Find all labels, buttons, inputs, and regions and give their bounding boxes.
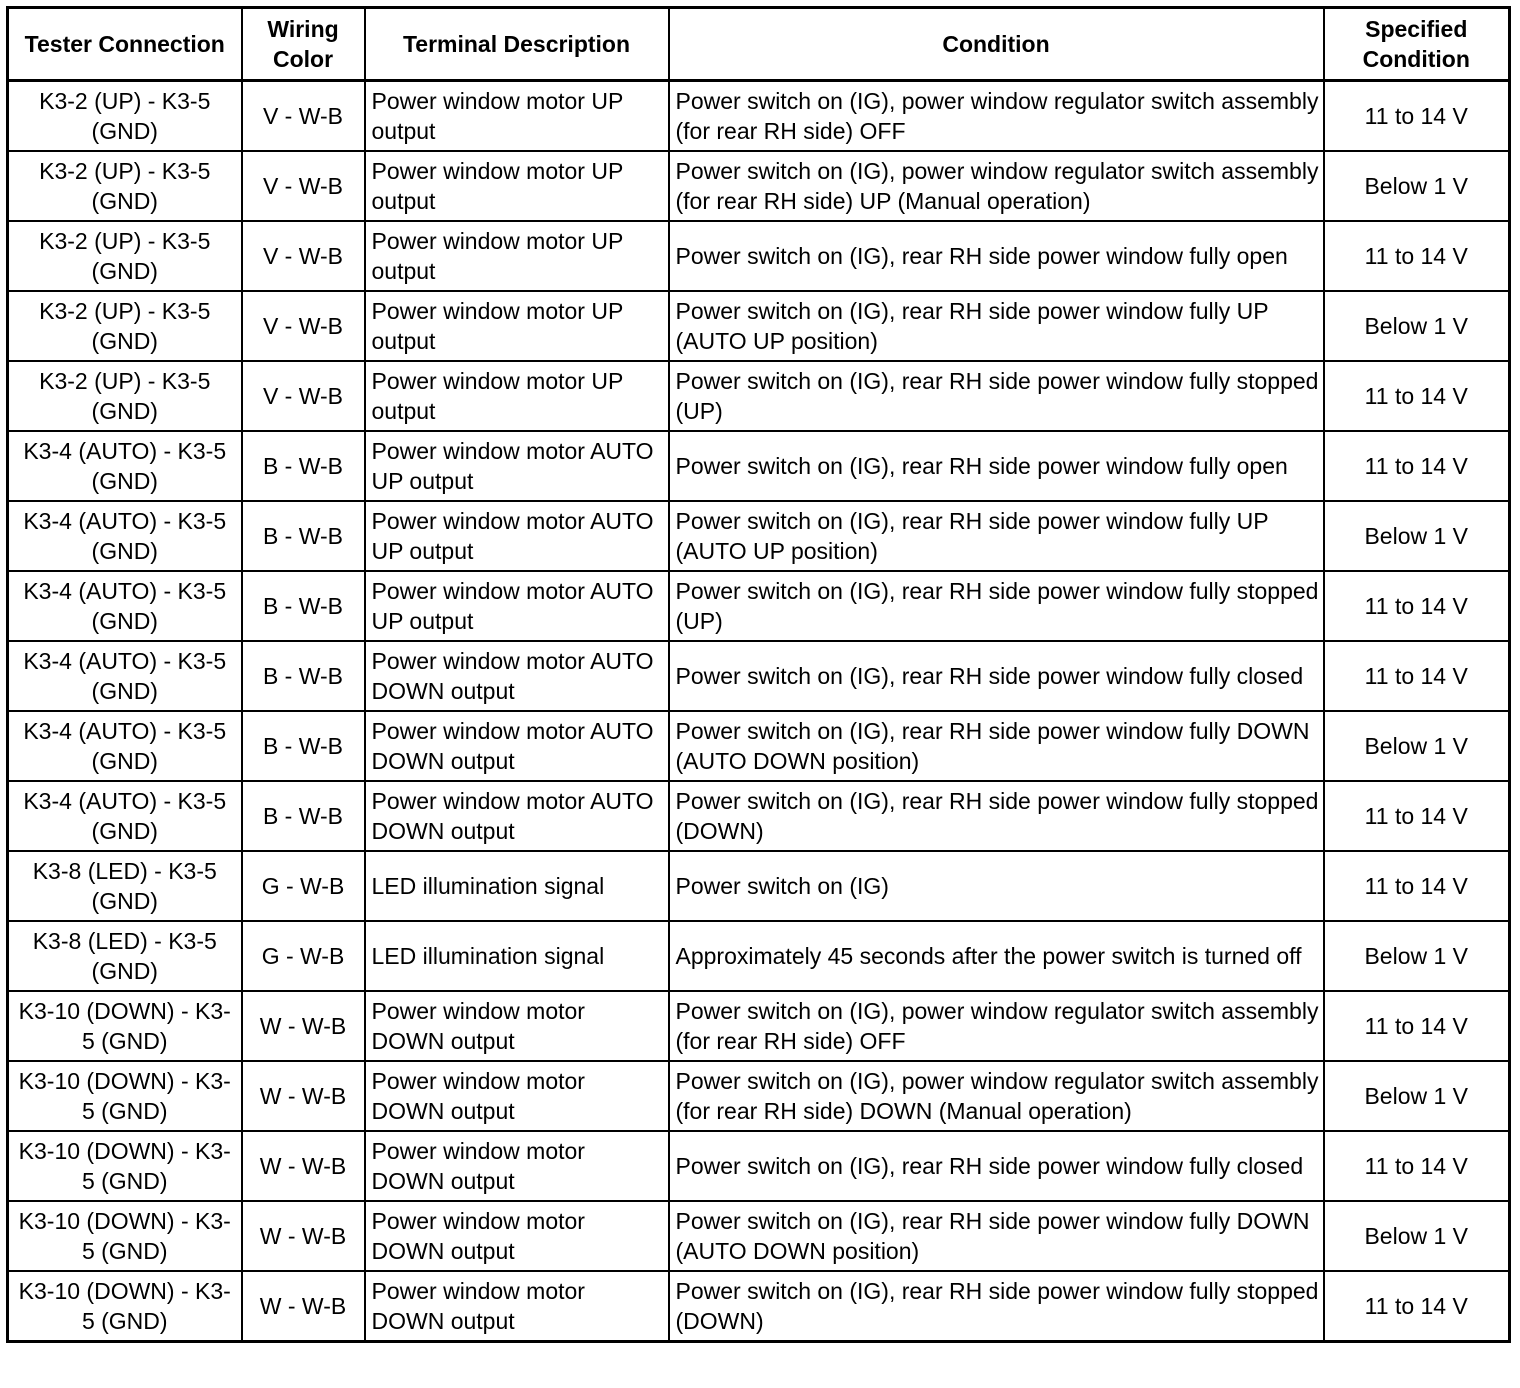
terminal-description-cell: Power window motor DOWN output [365, 1201, 669, 1271]
table-row [8, 1201, 1510, 1271]
table-row [8, 431, 1510, 501]
specified-condition-cell: Below 1 V [1324, 1061, 1510, 1131]
terminal-description-cell: Power window motor AUTO DOWN output [365, 641, 669, 711]
table-row [8, 851, 1510, 921]
condition-cell: Power switch on (IG), rear RH side power window fully closed [669, 1131, 1324, 1201]
terminal-description-cell: LED illumination signal [365, 851, 669, 921]
specified-condition-cell: Below 1 V [1324, 711, 1510, 781]
terminal-description-cell: Power window motor AUTO UP output [365, 431, 669, 501]
wiring-color-cell: W - W-B [242, 1131, 365, 1201]
condition-cell: Power switch on (IG), power window regulator switch assembly (for rear RH side) UP (Manual operation) [669, 151, 1324, 221]
condition-cell: Power switch on (IG), rear RH side power window fully UP (AUTO UP position) [669, 291, 1324, 361]
condition-cell: Power switch on (IG), rear RH side power window fully open [669, 221, 1324, 291]
tester-connection-cell: K3-10 (DOWN) - K3-5 (GND) [8, 1061, 242, 1131]
specified-condition-cell: Below 1 V [1324, 1201, 1510, 1271]
specified-condition-cell: 11 to 14 V [1324, 851, 1510, 921]
condition-cell: Power switch on (IG), power window regulator switch assembly (for rear RH side) DOWN (Manual operation) [669, 1061, 1324, 1131]
table-row [8, 781, 1510, 851]
tester-connection-cell: K3-4 (AUTO) - K3-5 (GND) [8, 781, 242, 851]
specified-condition-cell: 11 to 14 V [1324, 641, 1510, 711]
specified-condition-cell: 11 to 14 V [1324, 1271, 1510, 1342]
wiring-color-cell: V - W-B [242, 361, 365, 431]
terminal-description-cell: Power window motor DOWN output [365, 1061, 669, 1131]
wiring-color-cell: W - W-B [242, 1201, 365, 1271]
table-row [8, 81, 1510, 152]
terminal-description-cell: Power window motor UP output [365, 81, 669, 152]
specified-condition-cell: Below 1 V [1324, 291, 1510, 361]
condition-cell: Power switch on (IG) [669, 851, 1324, 921]
table-row [8, 921, 1510, 991]
terminal-description-cell: Power window motor AUTO DOWN output [365, 781, 669, 851]
specified-condition-cell: Below 1 V [1324, 921, 1510, 991]
condition-cell: Power switch on (IG), rear RH side power window fully stopped (DOWN) [669, 781, 1324, 851]
condition-cell: Power switch on (IG), rear RH side power window fully closed [669, 641, 1324, 711]
condition-cell: Power switch on (IG), rear RH side power window fully open [669, 431, 1324, 501]
table-row [8, 571, 1510, 641]
tester-connection-cell: K3-10 (DOWN) - K3-5 (GND) [8, 1201, 242, 1271]
wiring-color-cell: V - W-B [242, 151, 365, 221]
condition-cell: Power switch on (IG), power window regulator switch assembly (for rear RH side) OFF [669, 991, 1324, 1061]
tester-connection-cell: K3-8 (LED) - K3-5 (GND) [8, 851, 242, 921]
header-condition: Condition [669, 8, 1324, 81]
terminal-spec-table [6, 6, 1511, 1343]
tester-connection-cell: K3-8 (LED) - K3-5 (GND) [8, 921, 242, 991]
table-row [8, 361, 1510, 431]
specified-condition-cell: 11 to 14 V [1324, 571, 1510, 641]
table-header-row [8, 8, 1510, 81]
terminal-description-cell: Power window motor UP output [365, 361, 669, 431]
table-row [8, 1131, 1510, 1201]
specified-condition-cell: Below 1 V [1324, 151, 1510, 221]
table-row [8, 1061, 1510, 1131]
tester-connection-cell: K3-2 (UP) - K3-5 (GND) [8, 291, 242, 361]
condition-cell: Power switch on (IG), rear RH side power window fully stopped (DOWN) [669, 1271, 1324, 1342]
condition-cell: Approximately 45 seconds after the power switch is turned off [669, 921, 1324, 991]
wiring-color-cell: B - W-B [242, 431, 365, 501]
specified-condition-cell: 11 to 14 V [1324, 1131, 1510, 1201]
wiring-color-cell: W - W-B [242, 991, 365, 1061]
terminal-description-cell: LED illumination signal [365, 921, 669, 991]
terminal-description-cell: Power window motor AUTO UP output [365, 501, 669, 571]
condition-cell: Power switch on (IG), power window regulator switch assembly (for rear RH side) OFF [669, 81, 1324, 152]
table-row [8, 711, 1510, 781]
wiring-color-cell: B - W-B [242, 501, 365, 571]
terminal-description-cell: Power window motor AUTO UP output [365, 571, 669, 641]
table-body [8, 81, 1510, 1342]
condition-cell: Power switch on (IG), rear RH side power window fully DOWN (AUTO DOWN position) [669, 1201, 1324, 1271]
wiring-color-cell: B - W-B [242, 711, 365, 781]
tester-connection-cell: K3-2 (UP) - K3-5 (GND) [8, 221, 242, 291]
condition-cell: Power switch on (IG), rear RH side power window fully DOWN (AUTO DOWN position) [669, 711, 1324, 781]
header-terminal-description: Terminal Description [365, 8, 669, 81]
table-row [8, 221, 1510, 291]
wiring-color-cell: B - W-B [242, 781, 365, 851]
specified-condition-cell: 11 to 14 V [1324, 431, 1510, 501]
table-row [8, 1271, 1510, 1342]
wiring-color-cell: V - W-B [242, 291, 365, 361]
tester-connection-cell: K3-4 (AUTO) - K3-5 (GND) [8, 431, 242, 501]
table-row [8, 501, 1510, 571]
condition-cell: Power switch on (IG), rear RH side power window fully stopped (UP) [669, 571, 1324, 641]
table-row [8, 291, 1510, 361]
tester-connection-cell: K3-10 (DOWN) - K3-5 (GND) [8, 991, 242, 1061]
wiring-color-cell: W - W-B [242, 1061, 365, 1131]
tester-connection-cell: K3-2 (UP) - K3-5 (GND) [8, 361, 242, 431]
header-tester-connection: Tester Connection [8, 8, 242, 81]
wiring-color-cell: B - W-B [242, 571, 365, 641]
wiring-color-cell: V - W-B [242, 221, 365, 291]
terminal-description-cell: Power window motor UP output [365, 151, 669, 221]
tester-connection-cell: K3-2 (UP) - K3-5 (GND) [8, 81, 242, 152]
condition-cell: Power switch on (IG), rear RH side power window fully UP (AUTO UP position) [669, 501, 1324, 571]
wiring-color-cell: G - W-B [242, 921, 365, 991]
wiring-color-cell: G - W-B [242, 851, 365, 921]
specified-condition-cell: 11 to 14 V [1324, 221, 1510, 291]
wiring-color-cell: B - W-B [242, 641, 365, 711]
tester-connection-cell: K3-4 (AUTO) - K3-5 (GND) [8, 641, 242, 711]
table-row [8, 641, 1510, 711]
wiring-color-cell: W - W-B [242, 1271, 365, 1342]
specified-condition-cell: 11 to 14 V [1324, 361, 1510, 431]
tester-connection-cell: K3-4 (AUTO) - K3-5 (GND) [8, 501, 242, 571]
condition-cell: Power switch on (IG), rear RH side power window fully stopped (UP) [669, 361, 1324, 431]
tester-connection-cell: K3-4 (AUTO) - K3-5 (GND) [8, 571, 242, 641]
table-row [8, 151, 1510, 221]
specified-condition-cell: Below 1 V [1324, 501, 1510, 571]
specified-condition-cell: 11 to 14 V [1324, 781, 1510, 851]
table-row [8, 991, 1510, 1061]
wiring-color-cell: V - W-B [242, 81, 365, 152]
terminal-description-cell: Power window motor DOWN output [365, 1271, 669, 1342]
tester-connection-cell: K3-4 (AUTO) - K3-5 (GND) [8, 711, 242, 781]
tester-connection-cell: K3-10 (DOWN) - K3-5 (GND) [8, 1271, 242, 1342]
header-wiring-color: Wiring Color [242, 8, 365, 81]
terminal-description-cell: Power window motor DOWN output [365, 991, 669, 1061]
terminal-description-cell: Power window motor UP output [365, 291, 669, 361]
header-specified-condition: Specified Condition [1324, 8, 1510, 81]
tester-connection-cell: K3-2 (UP) - K3-5 (GND) [8, 151, 242, 221]
specified-condition-cell: 11 to 14 V [1324, 991, 1510, 1061]
tester-connection-cell: K3-10 (DOWN) - K3-5 (GND) [8, 1131, 242, 1201]
specified-condition-cell: 11 to 14 V [1324, 81, 1510, 152]
terminal-description-cell: Power window motor UP output [365, 221, 669, 291]
terminal-description-cell: Power window motor AUTO DOWN output [365, 711, 669, 781]
terminal-description-cell: Power window motor DOWN output [365, 1131, 669, 1201]
